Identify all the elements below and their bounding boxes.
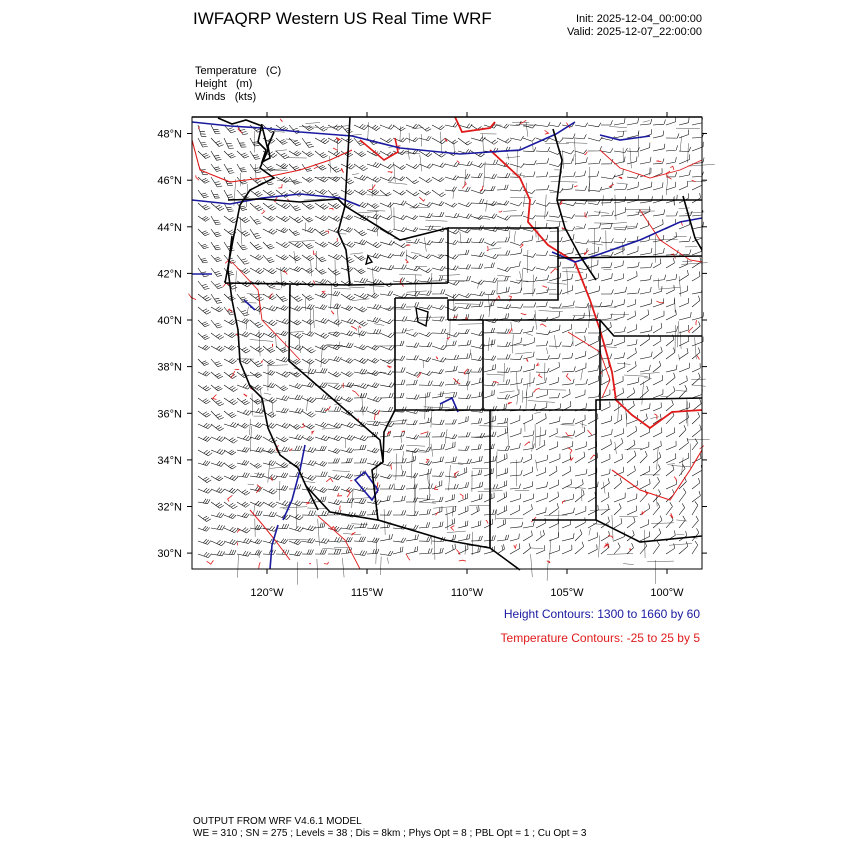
plot-title: IWFAQRP Western US Real Time WRF	[193, 9, 492, 28]
lat-label: 34°N	[157, 454, 182, 467]
model-version: OUTPUT FROM WRF V4.6.1 MODEL	[193, 816, 362, 827]
height-contour-legend: Height Contours: 1300 to 1660 by 60	[503, 607, 700, 621]
temperature-contour-legend: Temperature Contours: -25 to 25 by 5	[500, 631, 700, 645]
valid-time: Valid: 2025-12-07_22:00:00	[567, 26, 702, 38]
lat-label: 38°N	[157, 361, 182, 374]
lat-label: 32°N	[157, 501, 182, 514]
lat-label: 30°N	[157, 548, 182, 561]
lat-label: 36°N	[157, 408, 182, 421]
lat-label: 48°N	[157, 128, 182, 141]
temperature-contour-fragment	[272, 344, 273, 347]
lon-label: 115°W	[350, 587, 384, 599]
field-height: Height (m)	[195, 78, 253, 90]
lon-label: 105°W	[550, 587, 584, 599]
lat-label: 46°N	[157, 175, 182, 188]
field-temperature: Temperature (C)	[195, 65, 282, 77]
lat-label: 42°N	[157, 268, 182, 281]
field-winds: Winds (kts)	[195, 91, 257, 103]
init-time: Init: 2025-12-04_00:00:00	[576, 13, 702, 25]
lon-label: 100°W	[650, 587, 684, 599]
lon-label: 110°W	[450, 587, 484, 599]
model-config: WE = 310 ; SN = 275 ; Levels = 38 ; Dis = 8km ; Phys Opt = 8 ; PBL Opt = 1 ; Cu Opt = 3	[193, 828, 587, 839]
model-info	[193, 816, 586, 840]
lat-label: 40°N	[157, 315, 182, 327]
lon-label: 120°W	[250, 587, 284, 599]
temperature-contour-fragment	[309, 564, 310, 565]
temperature-contour-fragment	[453, 317, 457, 318]
lat-label: 44°N	[157, 221, 182, 234]
